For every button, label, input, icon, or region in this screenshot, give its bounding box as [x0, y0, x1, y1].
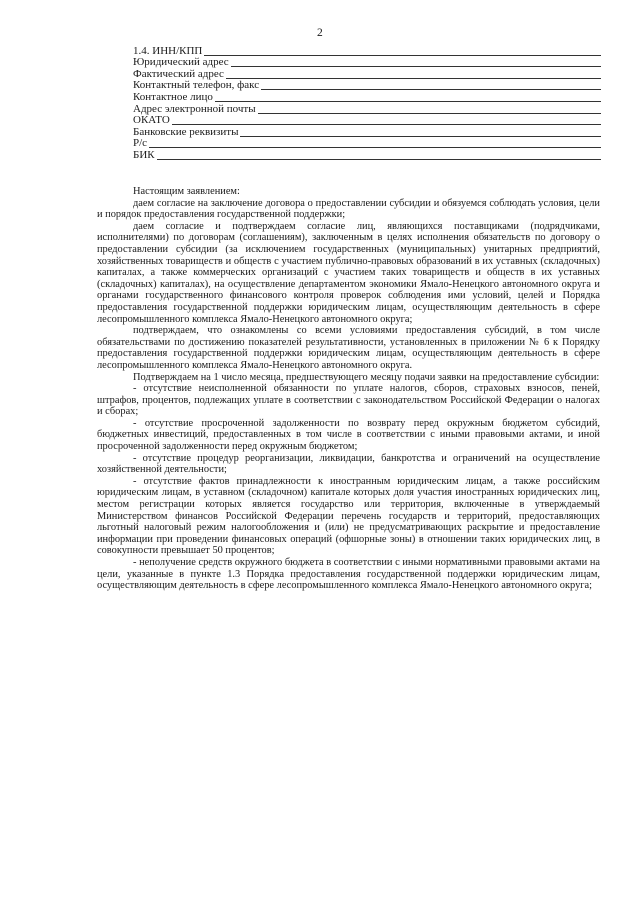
blank-line [261, 89, 601, 90]
blank-line [172, 124, 601, 125]
field-label: Контактный телефон, факс [133, 79, 260, 92]
blank-line [240, 136, 601, 137]
inn-kpp-field [133, 45, 601, 57]
field-label: ОКАТО [133, 114, 170, 127]
field-label: БИК [133, 148, 155, 161]
blank-line [231, 66, 601, 67]
acknowledgement-paragraph: подтверждаем, что ознакомлены со всеми условиями предоставления субсидий, в том числе обязательствами по достижению показателей результативности, установленных в приложении № 6 к Порядку предоставления государственной поддержки юридическим лицам, осуществляющим деятельность в сфере лесопромышленного комплекса Ямало-Ненецкого автономного округа. [97, 325, 600, 371]
list-item: - отсутствие фактов принадлежности к иностранным юридическим лицам, а также российским юридическим лицам, в уставном (складочном) капитале которых доля участия иностранных юридических лиц, местом регистрации которых является государство или территория, включенные в утверждаемый Министерством финансов Российской Федерации перечень государств и территорий, предоставляющих льготный налоговый режим налогообложения и (или) не предусматривающих раскрытие и предоставление информации при проведении финансовых операций (офшорные зоны) в отношении таких юридических лиц, в совокупности превышает 50 процентов; [97, 475, 600, 557]
field-label: Р/с [133, 137, 148, 150]
intro-paragraph: Настоящим заявлением: [133, 186, 240, 197]
field-label: Фактический адрес [133, 67, 224, 80]
list-item: - отсутствие неисполненной обязанности по уплате налогов, сборов, страховых взносов, пеней, штрафов, процентов, подлежащих уплате в соответствии с законодательством Российской Федерации о налогах и сборах; [97, 383, 600, 418]
email-field [133, 103, 601, 115]
field-label: Адрес электронной почты [133, 102, 256, 115]
bik-field [133, 149, 601, 161]
confirmation-paragraph: Подтверждаем на 1 число месяца, предшествующего месяцу подачи заявки на предоставление субсидии: [133, 371, 600, 383]
bank-details-field [133, 126, 601, 138]
field-label: 1.4. ИНН/КПП [133, 44, 203, 57]
blank-line [157, 159, 601, 160]
list-item: - неполучение средств окружного бюджета в соответствии с иными нормативными правовыми актами на цели, указанные в пункте 1.3 Порядка предоставления государственной поддержки юридическим лицам, осуществляющим деятельность в сфере лесопромышленного комплекса Ямало-Ненецкого автономного округа; [97, 557, 600, 592]
requisites-form [133, 45, 601, 161]
field-label: Юридический адрес [133, 56, 229, 69]
account-field [133, 138, 601, 150]
blank-line [226, 78, 601, 79]
list-item: - отсутствие просроченной задолженности по возврату перед окружным бюджетом субсидий, бюджетных инвестиций, предоставленных в том числе в соответствии с иными правовыми актами, и иной просроченной задолженности перед окружным бюджетом; [97, 417, 600, 453]
supplier-consent-paragraph: даем согласие и подтверждаем согласие лиц, являющихся поставщиками (подрядчиками, исполнителями) по договорам (соглашениям), заключенным в целях исполнения обязательств по договору о предоставлении субсидии (за исключением государственных (муниципальных) унитарных предприятий, хозяйственных товариществ и обществ с участием публично-правовых образований в их уставных (складочных) капиталах, а также коммерческих организаций с участием таких товариществ и обществ в их уставных (складочных) капиталах), на осуществление департаментом экономики Ямало-Ненецкого автономного округа и органами государственного финансового контроля проверок соблюдения ими условий, целей и Порядка предоставления государственной поддержки юридическим лицам, осуществляющим деятельность в сфере лесопромышленного комплекса Ямало-Ненецкого автономного округа; [97, 220, 600, 325]
declaration-text [97, 186, 600, 592]
consent-paragraph: даем согласие на заключение договора о предоставлении субсидии и обязуемся соблюдать условия, цели и порядок предоставления государственной поддержки; [97, 197, 600, 221]
okato-field [133, 115, 601, 127]
blank-line [215, 101, 601, 102]
phone-fax-field [133, 80, 601, 92]
blank-line [258, 113, 601, 114]
field-label: Банковские реквизиты [133, 125, 239, 138]
contact-person-field [133, 91, 601, 103]
legal-address-field [133, 57, 601, 69]
blank-line [149, 147, 601, 148]
list-item: - отсутствие процедур реорганизации, ликвидации, банкротства и ограничений на осуществление хозяйственной деятельности; [97, 452, 600, 476]
page-number: 2 [317, 27, 323, 39]
field-label: Контактное лицо [133, 90, 213, 103]
actual-address-field [133, 68, 601, 80]
blank-line [204, 55, 601, 56]
